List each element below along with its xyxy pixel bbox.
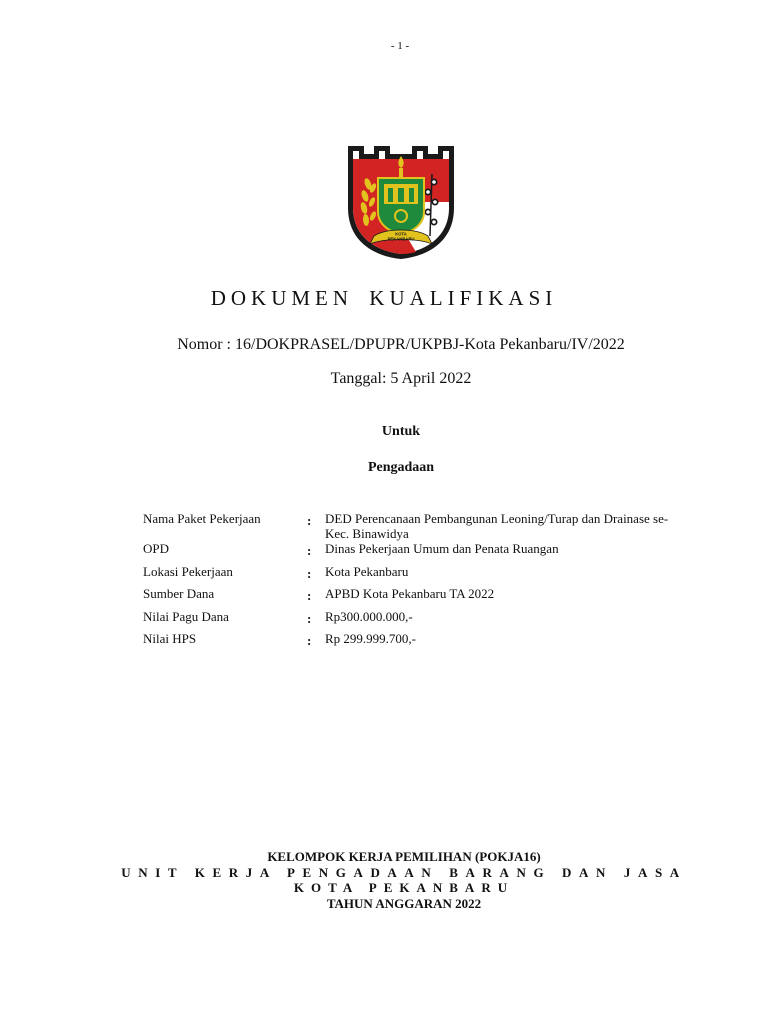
detail-value: Dinas Pekerjaan Umum dan Penata Ruangan xyxy=(325,541,559,556)
pengadaan-heading: Pengadaan xyxy=(367,460,435,475)
detail-colon: : xyxy=(307,513,312,528)
procurement-details xyxy=(143,511,683,654)
issuer-footer xyxy=(0,849,768,911)
footer-city: KOTA PEKANBARU xyxy=(293,880,515,895)
detail-row-hps xyxy=(143,631,683,654)
detail-colon: : xyxy=(307,543,312,558)
detail-value: Rp300.000.000,- xyxy=(325,608,413,624)
footer-fiscal-year: TAHUN ANGGARAN 2022 xyxy=(326,895,482,911)
footer-unit: UNIT KERJA PENGADAAN BARANG DAN JASA xyxy=(121,864,687,880)
footer-working-group: KELOMPOK KERJA PEMILIHAN (POKJA16) xyxy=(267,849,541,864)
detail-value: DED Perencanaan Pembangunan Leoning/Turap dan Drainase se-Kec. Binawidya xyxy=(325,511,669,541)
document-date: Tanggal: 5 April 2022 xyxy=(330,370,472,387)
detail-value: Kota Pekanbaru xyxy=(325,563,409,579)
detail-label: Nama Paket Pekerjaan xyxy=(143,511,261,526)
detail-row-budget-ceiling xyxy=(143,609,683,632)
detail-value: APBD Kota Pekanbaru TA 2022 xyxy=(325,586,495,601)
detail-label: OPD xyxy=(143,541,170,556)
detail-label: Lokasi Pekerjaan xyxy=(143,563,233,579)
detail-colon: : xyxy=(307,633,312,648)
emblem-label-bottom: PEKANBARU xyxy=(387,236,415,242)
detail-value: Rp 299.999.700,- xyxy=(325,631,416,646)
document-title: DOKUMEN KUALIFIKASI xyxy=(210,286,558,310)
detail-colon: : xyxy=(307,565,312,581)
detail-row-funding-source xyxy=(143,586,683,609)
page-number: - 1 - xyxy=(390,40,410,52)
detail-label: Nilai Pagu Dana xyxy=(143,608,229,624)
untuk-heading: Untuk xyxy=(381,424,421,439)
detail-colon: : xyxy=(307,588,312,603)
detail-row-package-name xyxy=(143,511,683,541)
kota-pekanbaru-emblem xyxy=(346,144,456,260)
emblem-label-top: KOTA xyxy=(395,231,407,237)
detail-label: Sumber Dana xyxy=(143,586,215,601)
detail-colon: : xyxy=(307,610,312,626)
detail-row-location xyxy=(143,564,683,587)
detail-label: Nilai HPS xyxy=(143,631,197,646)
detail-row-opd xyxy=(143,541,683,564)
document-number: Nomor : 16/DOKPRASEL/DPUPR/UKPBJ-Kota Pekanbaru/IV/2022 xyxy=(177,336,625,353)
